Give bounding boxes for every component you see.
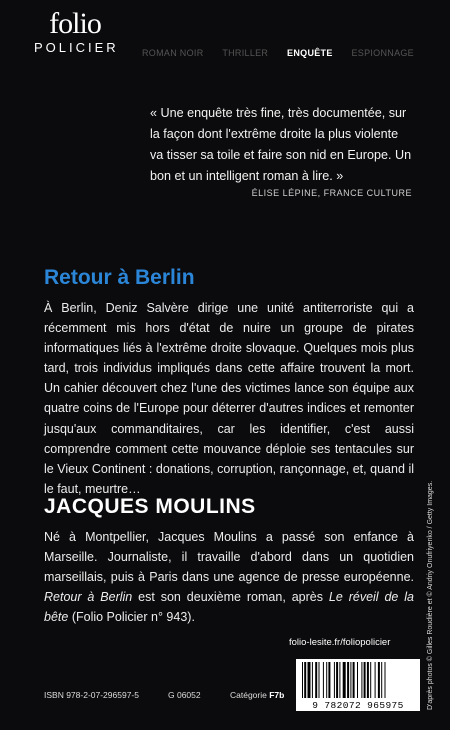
genre-list — [142, 48, 414, 58]
barcode-bar — [308, 662, 311, 698]
barcode-bar — [385, 662, 386, 698]
author-name: JACQUES MOULINS — [44, 495, 256, 518]
barcode-bar — [381, 662, 382, 698]
barcode-bar — [353, 662, 355, 698]
barcode-bars-icon — [302, 662, 414, 698]
genre-roman-noir: ROMAN NOIR — [142, 48, 204, 58]
barcode-bar — [375, 662, 376, 698]
logo-collection-text: POLICIER — [34, 40, 119, 55]
barcode-bar — [361, 662, 362, 698]
genre-enquete: ENQUÊTE — [287, 48, 333, 58]
barcode-bar — [339, 662, 340, 698]
barcode-bar — [323, 662, 324, 698]
logo-folio-text: folio — [49, 7, 101, 40]
book-title: Retour à Berlin — [44, 266, 195, 289]
barcode-bar — [304, 662, 306, 698]
bio-book-title: Retour à Berlin — [44, 590, 133, 605]
barcode-bar — [370, 662, 371, 698]
barcode-bar — [315, 662, 317, 698]
barcode-bar — [334, 662, 335, 698]
barcode-bar — [347, 662, 349, 698]
quote-source: ÉLISE LÉPINE, FRANCE CULTURE — [251, 188, 412, 198]
bio-text: est son deuxième roman, après — [132, 590, 329, 605]
barcode-bar — [336, 662, 338, 698]
bio-text: Né à Montpellier, Jacques Moulins a passé son enfance à Marseille. Journaliste, il travaille d'abord dans un quotidien marseillais, puis à Paris dans une agence de presse européenne. — [44, 530, 414, 585]
barcode-bar — [364, 662, 366, 698]
author-bio — [44, 527, 414, 627]
barcode-bar — [326, 662, 327, 698]
barcode-bar — [302, 662, 303, 698]
categorie-value: F7b — [269, 690, 285, 700]
press-quote: « Une enquête très fine, très documentée, sur la façon dont l'extrême droite la plus violente va tisser sa toile et faire son nid en Europe. Un bon et un intelligent roman à lire. » — [150, 106, 412, 183]
barcode-bar — [312, 662, 313, 698]
barcode-bar — [367, 662, 369, 698]
barcode-bar — [319, 662, 320, 698]
barcode-bar — [357, 662, 358, 698]
barcode-bar — [350, 662, 351, 698]
categorie-label: Catégorie — [230, 690, 267, 700]
isbn: ISBN 978-2-07-296597-5 — [44, 690, 139, 700]
genre-espionnage: ESPIONNAGE — [351, 48, 414, 58]
barcode-bar — [328, 662, 330, 698]
genre-thriller: THRILLER — [222, 48, 269, 58]
photo-credit: D'après photos © Gilles Roudière et © Andriy Onufriyenko / Getty Images. — [427, 480, 434, 710]
bio-previous-book: Le réveil de la bête — [44, 590, 415, 625]
bio-text: (Folio Policier n° 943). — [68, 610, 195, 625]
synopsis: À Berlin, Deniz Salvère dirige une unité antiterroriste qui a récemment mis hors d'état de nuire un groupe de pirates informatiques liés à l'extrême droite slovaque. Quelques mois plus tard, trois individus impliqués dans cette affaire trouvent la mort. Un cahier découvert chez l'une des victimes lance son équipe aux quatre coins de l'Europe pour déterrer d'autres indices et remonter jusqu'aux commanditaires, car les identifier, c'est aussi comprendre comment cette mouvance déploie ses tentacules sur le Vieux Continent : donations, corruption, rançonnage, et, quand il le faut, meurtre… — [44, 301, 414, 496]
website-link[interactable]: folio-lesite.fr/foliopolicier — [289, 637, 391, 648]
barcode — [296, 659, 420, 711]
folio-policier-logo — [34, 7, 119, 55]
categorie — [230, 690, 284, 700]
g-code: G 06052 — [168, 690, 201, 700]
barcode-number: 9 782072 965975 — [312, 700, 404, 711]
barcode-bar — [343, 662, 346, 698]
barcode-bar — [378, 662, 380, 698]
